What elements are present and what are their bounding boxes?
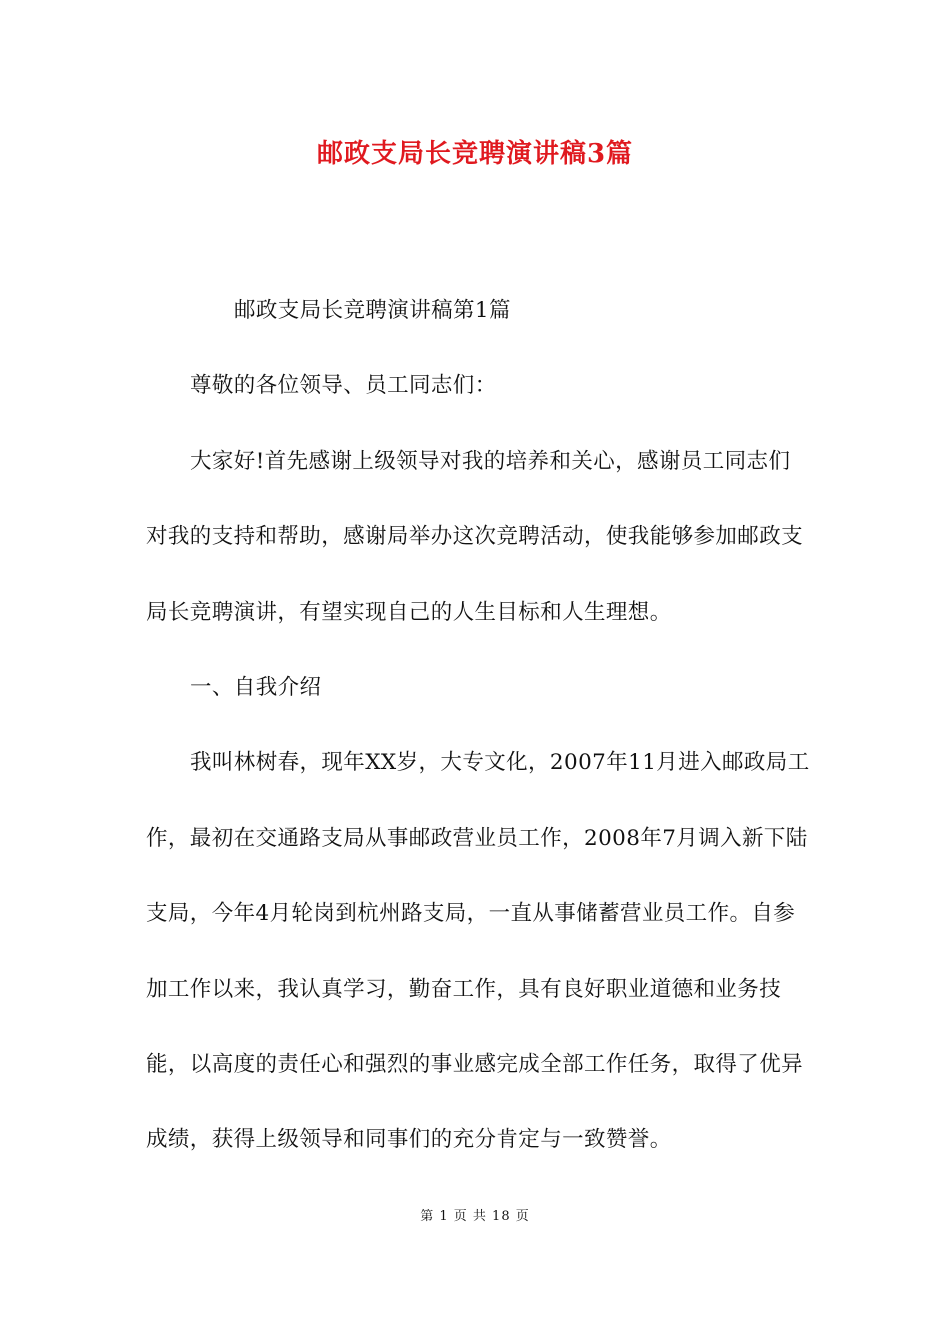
document-title: 邮政支局长竞聘演讲稿3篇 (316, 139, 634, 169)
section-heading: 邮政支局长竞聘演讲稿第1篇 (234, 298, 511, 323)
page-number: 第 1 页 共 18 页 (420, 1209, 530, 1224)
salutation: 尊敬的各位领导、员工同志们： (190, 373, 497, 399)
document-body (146, 273, 810, 1178)
self-intro-heading: 一、自我介绍 (190, 675, 322, 701)
opening-paragraph: 大家好!首先感谢上级领导对我的培养和关心，感谢员工同志们对我的支持和帮助，感谢局举办这次竞聘活动，使我能够参加邮政支局长竞聘演讲，有望实现自己的人生目标和人生理想。 (146, 448, 804, 625)
self-intro-paragraph: 我叫林树春，现年XX岁，大专文化，2007年11月进入邮政局工作，最初在交通路支局从事邮政营业员工作，2008年7月调入新下陆支局，今年4月轮岗到杭州路支局，一直从事储蓄营业员工作。自参加工作以来，我认真学习，勤奋工作，具有良好职业道德和业务技能，以高度的责任心和强烈的事业感完成全部工作任务，取得了优异成绩，获得上级领导和同事们的充分肯定与一致赞誉。 (146, 750, 810, 1153)
